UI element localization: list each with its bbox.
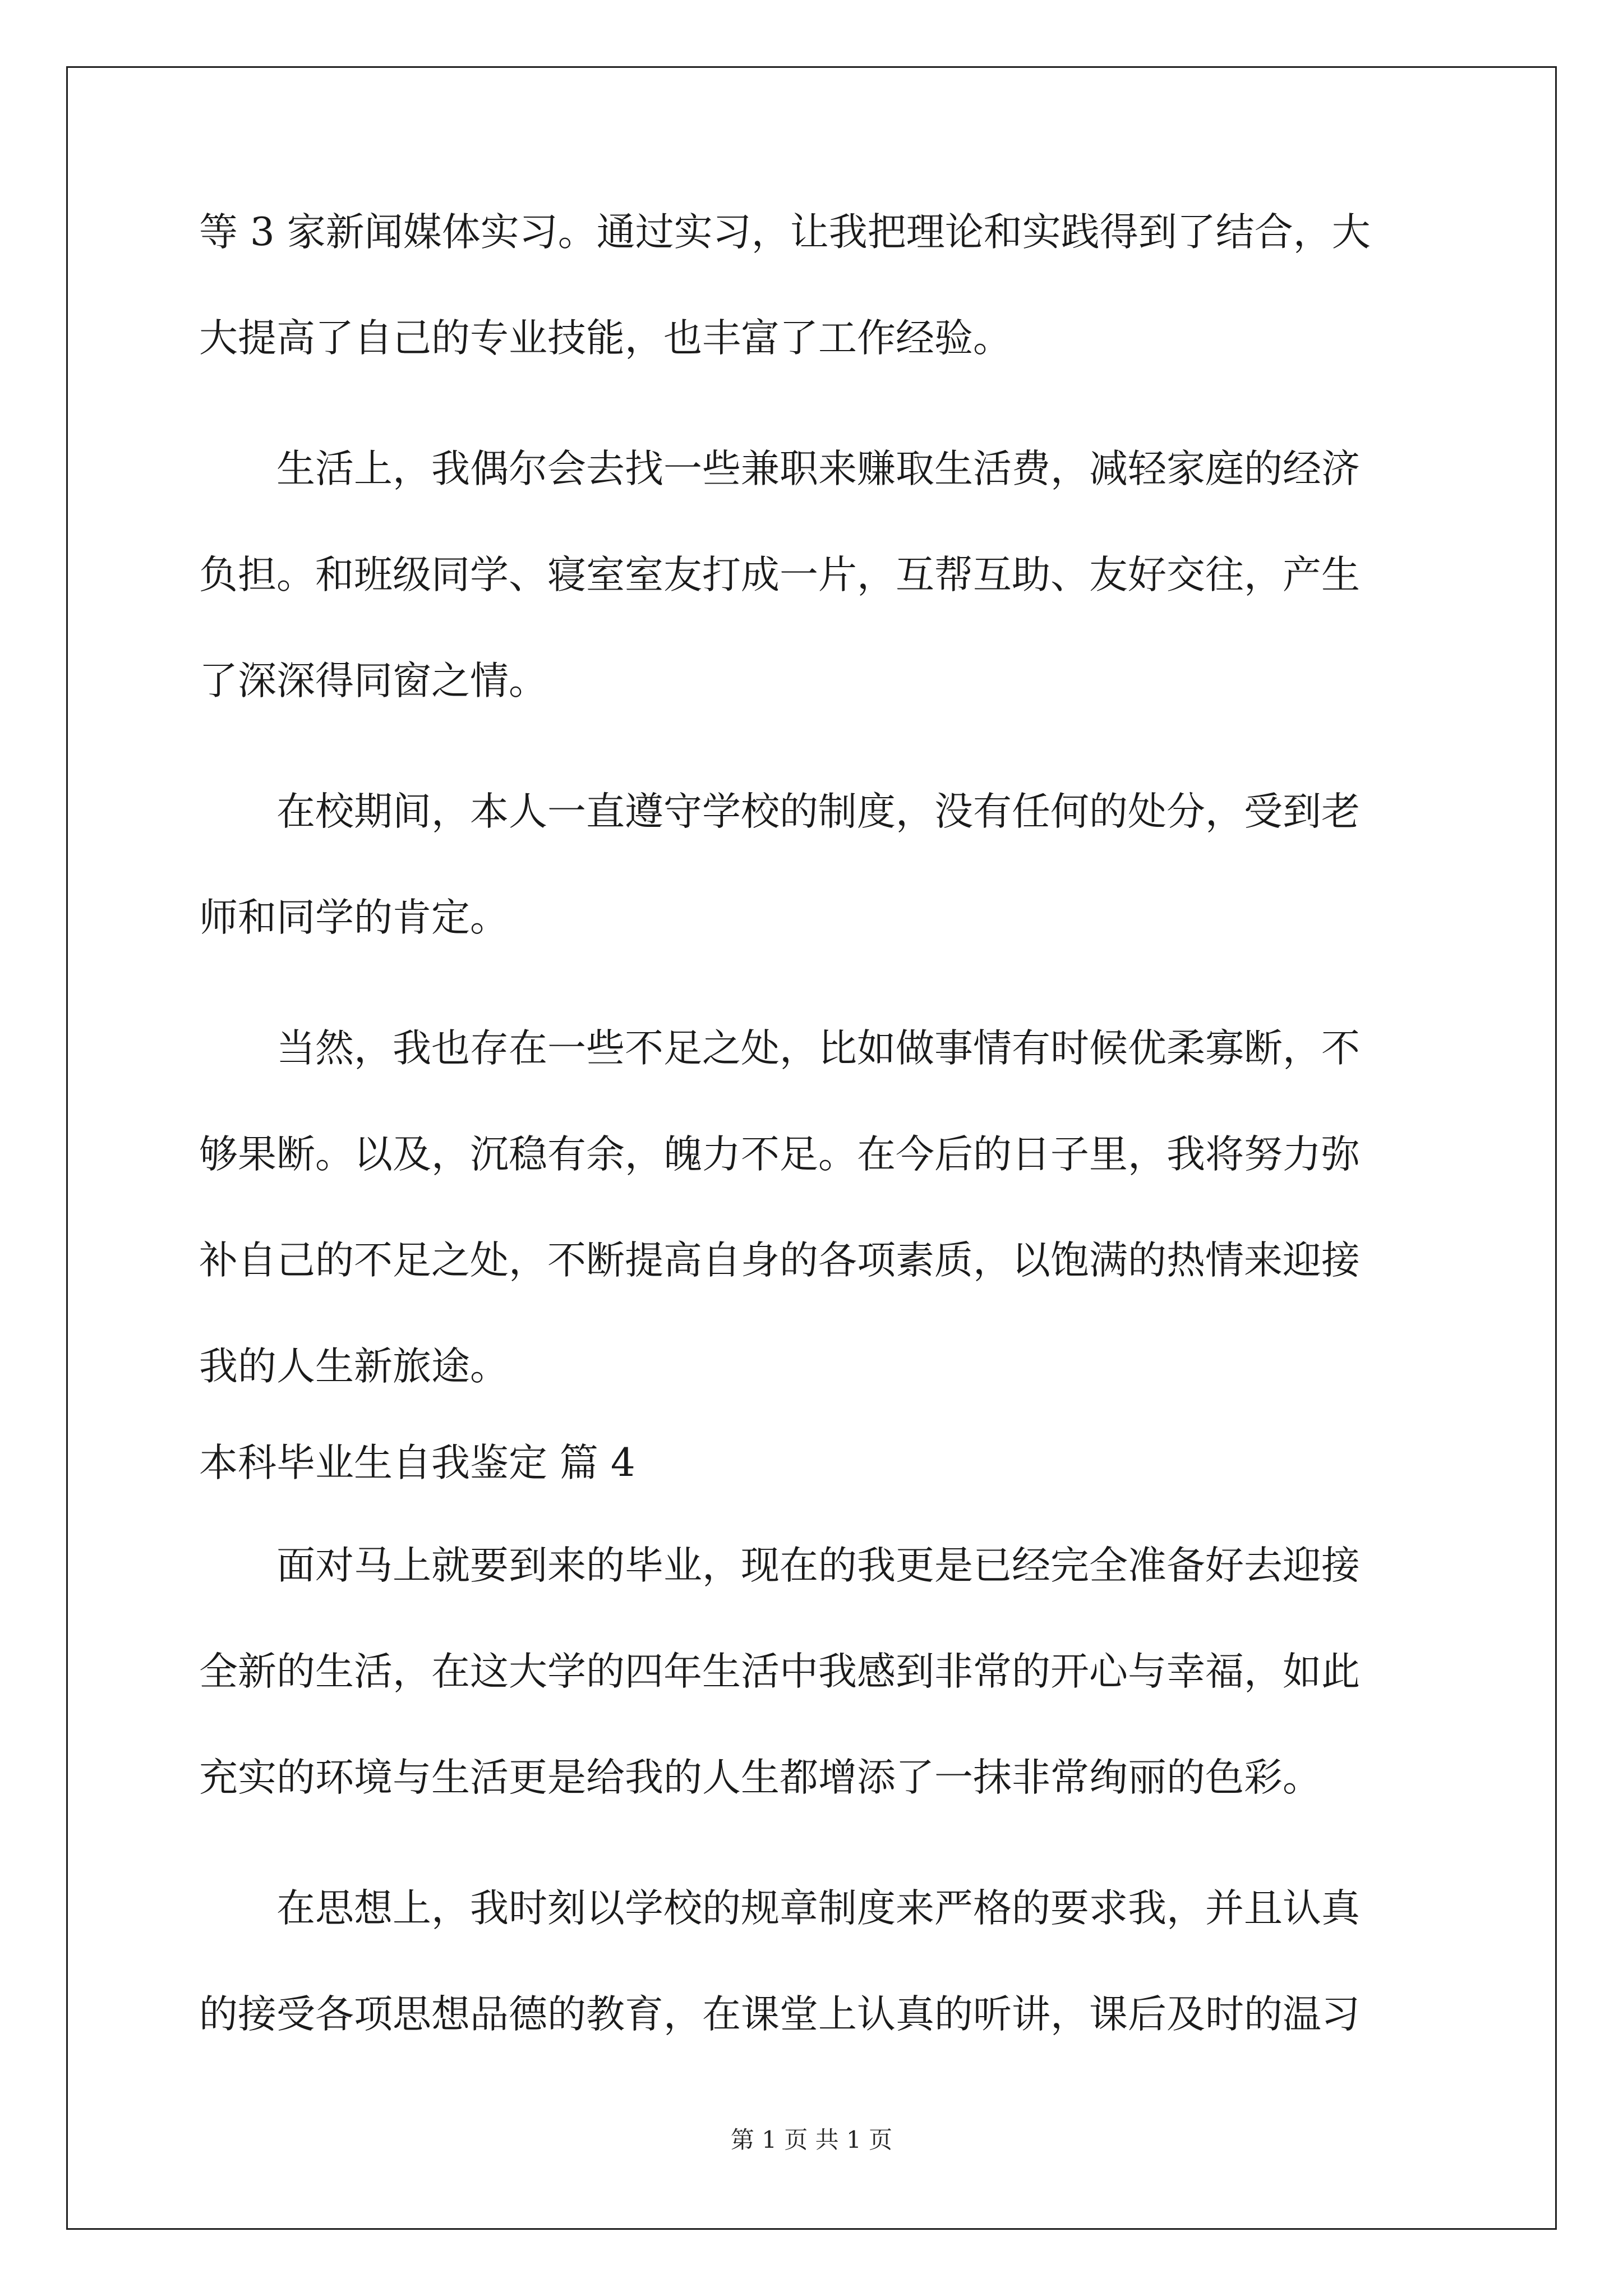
text-line: 面对马上就要到来的毕业，现在的我更是已经完全准备好去迎接	[199, 1543, 1360, 1588]
text-line: 补自己的不足之处，不断提高自身的各项素质，以饱满的热情来迎接	[199, 1238, 1360, 1283]
text-line: 负担。和班级同学、寝室室友打成一片，互帮互助、友好交往，产生	[199, 553, 1360, 597]
text-line: 生活上，我偶尔会去找一些兼职来赚取生活费，减轻家庭的经济	[199, 447, 1360, 491]
section-heading: 本科毕业生自我鉴定 篇 4	[199, 1441, 635, 1485]
text-line: 师和同学的肯定。	[199, 895, 509, 940]
text-line: 在校期间，本人一直遵守学校的制度，没有任何的处分，受到老	[199, 789, 1360, 834]
text-line: 等 3 家新闻媒体实习。通过实习，让我把理论和实践得到了结合，大	[199, 210, 1371, 255]
text-line: 大提高了自己的专业技能，也丰富了工作经验。	[199, 316, 1012, 361]
text-line: 我的人生新旅途。	[199, 1344, 509, 1389]
text-line: 充实的环境与生活更是给我的人生都增添了一抹非常绚丽的色彩。	[199, 1755, 1321, 1800]
text-line: 够果断。以及，沉稳有余，魄力不足。在今后的日子里，我将努力弥	[199, 1132, 1360, 1177]
text-line: 当然，我也存在一些不足之处，比如做事情有时候优柔寡断，不	[199, 1026, 1360, 1071]
text-line: 在思想上，我时刻以学校的规章制度来严格的要求我，并且认真	[199, 1886, 1360, 1931]
page-footer: 第 1 页 共 1 页	[730, 2126, 893, 2154]
text-line: 了深深得同窗之情。	[199, 659, 547, 703]
text-line: 的接受各项思想品德的教育，在课堂上认真的听讲，课后及时的温习	[199, 1992, 1360, 2037]
text-line: 全新的生活，在这大学的四年生活中我感到非常的开心与幸福，如此	[199, 1649, 1360, 1694]
